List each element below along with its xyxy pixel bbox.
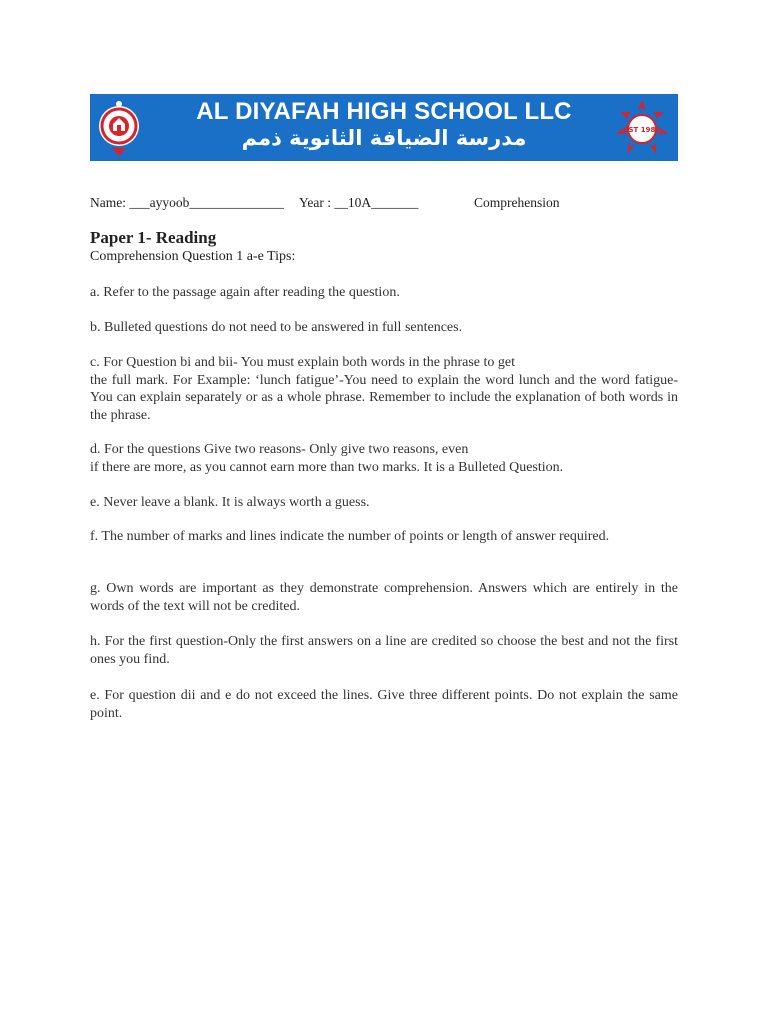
tip-d <box>90 441 678 476</box>
tip-g <box>90 580 678 615</box>
tip-h <box>90 633 678 668</box>
student-name-field: Name: ___ayyoob______________ <box>90 195 284 210</box>
year-field: Year : __10A_______ <box>299 195 419 210</box>
tip-line: if there are more, as you cannot earn more than two marks. It is a Bulleted Question. <box>90 459 564 475</box>
tip-a <box>90 284 678 302</box>
tip-line: e. Never leave a blank. It is always worth a guess. <box>90 495 370 510</box>
tip-e-second <box>90 687 678 722</box>
school-name: AL DIYAFAH HIGH SCHOOL LLC <box>196 98 572 125</box>
tip-line: d. For the questions Give two reasons- Only give two reasons, even <box>90 442 469 457</box>
tip-c <box>90 354 678 424</box>
page-subtitle: Comprehension Question 1 a-e Tips: <box>90 249 296 264</box>
school-name-arabic: مدرسة الضيافة الثانوية ذمم <box>241 126 527 150</box>
tip-line: a. Refer to the passage again after reading the question. <box>90 285 400 300</box>
anniversary-badge-logo <box>612 96 672 159</box>
tip-line: f. The number of marks and lines indicate the number of points or length of answer required. <box>90 529 610 544</box>
tip-line: b. Bulleted questions do not need to be answered in full sentences. <box>90 320 463 335</box>
tip-line: e. For question dii and e do not exceed the lines. Give three different points. Do not explain the same point. <box>90 688 678 721</box>
tip-line: g. Own words are important as they demonstrate comprehension. Answers which are entirely in the words of the text will not be credited. <box>90 581 678 614</box>
subject-label: Comprehension <box>474 195 560 210</box>
badge-text: EST 1982 <box>623 126 661 134</box>
tip-b <box>90 319 678 337</box>
tip-f <box>90 528 678 546</box>
tip-e <box>90 494 678 512</box>
tip-line: c. For Question bi and bii- You must explain both words in the phrase to get <box>90 355 516 370</box>
tip-line: the full mark. For Example: ‘lunch fatigue’-You need to explain the word lunch and the word fatigue-You can explain separately or as a whole phrase. Remember to include the explanation of both words in the phrase. <box>90 372 678 423</box>
school-banner <box>90 94 678 161</box>
page-title: Paper 1- Reading <box>90 228 217 247</box>
tip-line: h. For the first question-Only the first answers on a line are credited so choose the best and not the first ones you find. <box>90 634 678 667</box>
